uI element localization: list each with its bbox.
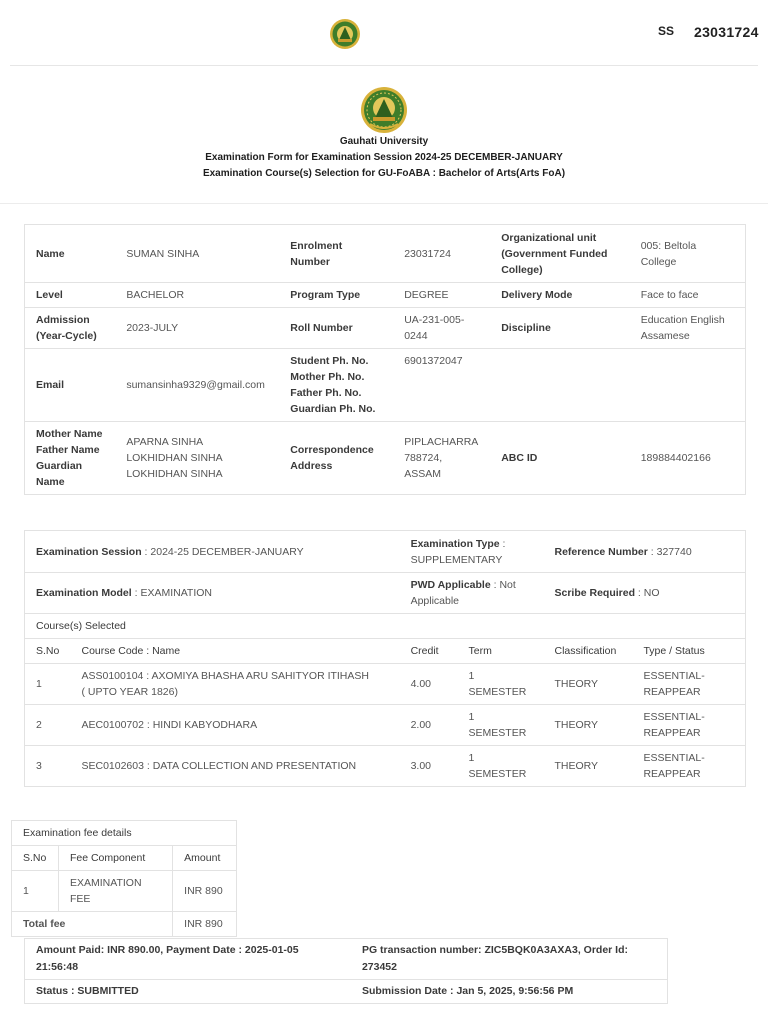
course-status: ESSENTIAL-REAPPEAR (643, 752, 705, 780)
table-row (25, 531, 746, 573)
amount-paid: Amount Paid: INR 890.00, Payment Date : 2025-01-05 21:56:48 (25, 939, 351, 980)
course-status: ESSENTIAL-REAPPEAR (632, 664, 745, 705)
payment-details-table (24, 938, 668, 1004)
phone-labels (279, 349, 393, 422)
course-sno: 1 (25, 664, 71, 705)
fee-details-table (11, 820, 237, 937)
parent-name-values (115, 422, 279, 495)
column-header: Course Code : Name (70, 639, 399, 664)
discipline-label: Discipline (490, 308, 630, 349)
mother-name-label: Mother Name (36, 428, 103, 440)
table-row (25, 349, 746, 422)
level-label: Level (25, 283, 116, 308)
course-classification: THEORY (543, 705, 632, 746)
column-header: S.No (25, 639, 71, 664)
pg-transaction: PG transaction number: ZIC5BQK0A3AXA3, Order Id: 273452 (351, 939, 668, 980)
submission-date: Submission Date : Jan 5, 2025, 9:56:56 PM (361, 985, 574, 997)
course-term: 1 SEMESTER (458, 664, 544, 705)
form-title: Examination Form for Examination Session 2024-25 DECEMBER-JANUARY (205, 152, 563, 163)
guardian-phone-label: Guardian Ph. No. (290, 403, 376, 415)
course-classification: THEORY (554, 760, 599, 772)
table-row (25, 225, 746, 283)
scribe-cell: Scribe Required : NO (543, 573, 745, 614)
column-header: S.No (12, 846, 59, 871)
org-unit-label: Organizational unit (Government Funded College) (490, 225, 630, 283)
guardian-name-value: LOKHIDHAN SINHA (126, 468, 223, 480)
discipline-value: Education English Assamese (630, 308, 746, 349)
delivery-mode-label: Delivery Mode (490, 283, 630, 308)
exam-session-cell: Examination Session : 2024-25 DECEMBER-JANUARY (25, 531, 400, 573)
table-row (25, 664, 746, 705)
course-sno: 2 (25, 705, 71, 746)
table-row (12, 821, 237, 846)
exam-session-label: Examination Session (36, 545, 142, 558)
course-header-row (25, 639, 746, 664)
column-header: Credit (400, 639, 458, 664)
scribe-value: NO (643, 587, 660, 599)
table-row (12, 912, 237, 937)
scribe-label: Scribe Required (554, 587, 636, 599)
enrolment-value: 23031724 (393, 225, 490, 283)
abc-id-label: ABC ID (501, 452, 538, 464)
course-status: ESSENTIAL-REAPPEAR (632, 705, 745, 746)
father-phone-label: Father Ph. No. (290, 387, 362, 399)
table-row (25, 939, 668, 980)
student-phone-label: Student Ph. No. (290, 355, 369, 367)
father-name-label: Father Name (36, 444, 100, 456)
empty-cell (490, 349, 630, 422)
table-row (25, 283, 746, 308)
form-header (0, 66, 768, 204)
fee-amount: INR 890 (173, 871, 237, 912)
course-credit: 4.00 (400, 664, 458, 705)
pwd-value: Not Applicable (410, 579, 516, 607)
table-row (25, 746, 746, 787)
program-type-value: DEGREE (393, 283, 490, 308)
column-header: Amount (173, 846, 237, 871)
reference-number-cell: Reference Number : 327740 (543, 531, 745, 573)
table-row (25, 614, 746, 639)
course-classification: THEORY (543, 664, 632, 705)
exam-type-cell: Examination Type : SUPPLEMENTARY (400, 531, 544, 573)
column-header: Type / Status (632, 639, 745, 664)
course-sno: 3 (36, 760, 42, 772)
guardian-name-label: Guardian Name (36, 460, 83, 488)
admission-value: 2023-JULY (115, 308, 279, 349)
abc-id-value: 189884402166 (640, 452, 711, 464)
mother-phone-label: Mother Ph. No. (290, 371, 365, 383)
exam-model-label: Examination Model (36, 587, 132, 599)
table-row (25, 980, 668, 1004)
reference-number-label: Reference Number (554, 545, 648, 558)
admission-label: Admission (Year-Cycle) (25, 308, 116, 349)
exam-model-value: EXAMINATION (140, 587, 213, 599)
course-name: AEC0100702 : HINDI KABYODHARA (70, 705, 399, 746)
column-header: Term (458, 639, 544, 664)
table-row (25, 573, 746, 614)
parent-name-labels (25, 422, 116, 495)
column-header: Classification (543, 639, 632, 664)
course-term: 1 SEMESTER (468, 752, 527, 780)
reference-number-value: 327740 (656, 545, 692, 558)
exam-model-cell: Examination Model : EXAMINATION (25, 573, 400, 614)
org-unit-value: 005: Beltola College (630, 225, 746, 283)
mother-name-value: APARNA SINHA (126, 436, 204, 448)
pwd-cell: PWD Applicable : Not Applicable (400, 573, 544, 614)
pwd-label: PWD Applicable (410, 579, 491, 591)
address-label: Correspondence Address (290, 444, 374, 472)
course-credit: 2.00 (400, 705, 458, 746)
roll-number-label: Roll Number (279, 308, 393, 349)
ss-value: 23031724 (694, 24, 759, 40)
table-row (12, 871, 237, 912)
course-credit: 3.00 (410, 760, 431, 772)
exam-session-value: 2024-25 DECEMBER-JANUARY (150, 545, 304, 558)
total-fee-value: INR 890 (173, 912, 237, 937)
name-value: SUMAN SINHA (115, 225, 279, 283)
table-row (25, 422, 746, 495)
exam-type-value: SUPPLEMENTARY (410, 553, 503, 566)
column-header: Fee Component (58, 846, 172, 871)
submission-status: Status : SUBMITTED (36, 985, 139, 997)
table-row (25, 705, 746, 746)
fee-sno: 1 (12, 871, 59, 912)
fee-title: Examination fee details (12, 821, 237, 846)
delivery-mode-value: Face to face (630, 283, 746, 308)
total-fee-label: Total fee (12, 912, 173, 937)
course-selection-title: Examination Course(s) Selection for GU-FoABA : Bachelor of Arts(Arts FoA) (202, 168, 566, 179)
student-details-table (24, 224, 746, 495)
program-type-label: Program Type (279, 283, 393, 308)
exam-type-label: Examination Type (410, 537, 500, 550)
empty-cell (630, 349, 746, 422)
student-phone-value: 6901372047 (393, 349, 490, 422)
table-row (25, 308, 746, 349)
father-name-value: LOKHIDHAN SINHA (126, 452, 223, 464)
university-seal-icon (329, 18, 361, 50)
email-label: Email (25, 349, 116, 422)
level-value: BACHELOR (115, 283, 279, 308)
course-name: ASS0100104 : AXOMIYA BHASHA ARU SAHITYOR ITIHASH ( UPTO YEAR 1826) (70, 664, 399, 705)
address-value: PIPLACHARRA 788724, ASSAM (404, 436, 478, 480)
roll-number-value: UA-231-005-0244 (393, 308, 490, 349)
course-name: SEC0102603 : DATA COLLECTION AND PRESENTATION (81, 760, 357, 772)
university-seal-icon (360, 86, 408, 134)
top-bar (0, 0, 768, 66)
courses-selected-title: Course(s) Selected (25, 614, 746, 639)
fee-header-row (12, 846, 237, 871)
fee-component: EXAMINATION FEE (58, 871, 172, 912)
name-label: Name (25, 225, 116, 283)
course-term: 1 SEMESTER (458, 705, 544, 746)
exam-details-table (24, 530, 746, 787)
enrolment-label: Enrolment Number (279, 225, 393, 283)
university-name: Gauhati University (339, 136, 429, 147)
ss-label: SS (658, 24, 675, 38)
email-value: sumansinha9329@gmail.com (115, 349, 279, 422)
